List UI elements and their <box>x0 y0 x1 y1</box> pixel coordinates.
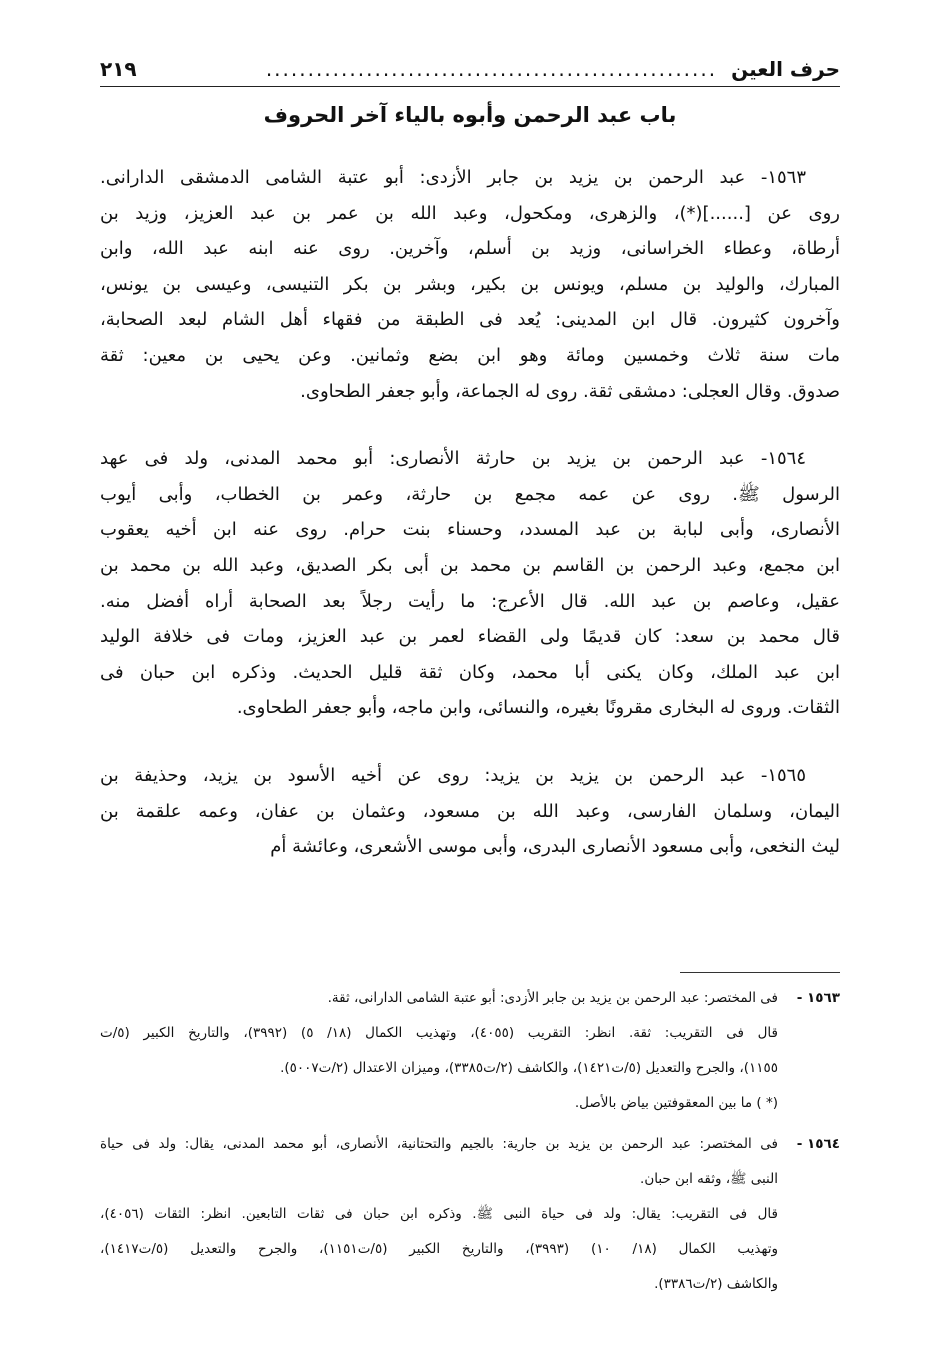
running-header <box>100 52 840 87</box>
section-title: باب عبد الرحمن وأبوه بالياء آخر الحروف <box>263 103 677 127</box>
footnote-line: قال فى التقريب: يقال: ولد فى حياة النبى ﷺ. وذكره ابن حبان فى ثقات التابعين. انظر: الثقات (٤٠٥٦)، <box>100 1206 778 1222</box>
entry-1565 <box>100 758 840 865</box>
entry-1564 <box>100 441 840 726</box>
text-line: الثقات. وروى له البخارى مقرونًا بغيره، والنسائى، وابن ماجه، وأبو جعفر الطحاوى. <box>236 697 840 719</box>
entry-1563 <box>100 160 840 409</box>
footnote-line: النبى ﷺ، وثقه ابن حبان. <box>640 1171 778 1187</box>
text-line: قال محمد بن سعد: كان قديمًا ولى القضاء لعمر بن عبد العزيز، ومات فى خلافة الوليد <box>100 626 840 648</box>
leader-dots: ...................................................... <box>265 57 718 81</box>
footnote-line: فى المختصر: عبد الرحمن بن يزيد بن جارية: بالجيم والتحتانية، الأنصارى، أبو محمد المدنى، يقال: ولد فى حياة <box>100 1136 778 1152</box>
text-line: وآخرون كثيرون. قال ابن المدينى: يُعد فى الطبقة من فقهاء أهل الشام لبعد الصحابة، <box>100 309 840 331</box>
text-line: صدوق. وقال العجلى: دمشقى ثقة. روى له الجماعة، وأبو جعفر الطحاوى. <box>300 380 840 402</box>
footnote-line: (* ) ما بين المعقوفتين بياض بالأصل. <box>574 1095 778 1111</box>
text-line: المبارك، والوليد بن مسلم، ويونس بن بكير، وبشر بن بكر التنيسى، وعيسى بن يونس، <box>100 273 840 295</box>
text-line: اليمان، وسلمان الفارسى، وعبد الله بن مسعود، وعثمان بن عفان، وعمه علقمة بن <box>100 800 840 822</box>
footnote-line: والكاشف (٢/ت٣٣٨٦). <box>654 1276 778 1292</box>
page-number: ٢١٩ <box>100 57 137 81</box>
footnote-line: ١١٥٥)، والجرح والتعديل (٥/ت١٤٢١)، والكاشف (٢/ت٣٣٨٥)، وميزان الاعتدال (٢/ت٥٠٠٧). <box>280 1060 778 1076</box>
text-line: ابن مجمع، وعبد الرحمن بن القاسم بن محمد بن أبى بكر الصديق، وعبد الله بن محمد بن <box>100 554 840 576</box>
text-line: الأنصارى، وأبى لبابة بن عبد المسدد، وحسناء بنت حرام. روى عنه ابن أخيه يعقوب <box>100 519 840 541</box>
footnote-number: ١٥٦٣ - <box>796 990 840 1006</box>
text-line: أرطاة، وعطاء الخراسانى، وزيد بن أسلم، وآخرين. روى عنه ابنه عبد الله، وابن <box>100 238 840 260</box>
text-line: ١٥٦٣- عبد الرحمن بن يزيد بن جابر الأزدى: أبو عتبة الشامى الدمشقى الدارانى. <box>100 167 806 188</box>
footnote-1564 <box>100 1127 840 1302</box>
chapter-title: حرف العين <box>731 57 840 81</box>
footnote-divider <box>680 972 840 973</box>
text-line: مات سنة ثلاث وخمسين ومائة وهو ابن بضع وثمانين. وعن يحيى بن معين: ثقة <box>100 344 840 366</box>
footnote-line: فى المختصر: عبد الرحمن بن يزيد بن جابر الأزدى: أبو عتبة الشامى الدارانى، ثقة. <box>327 990 778 1006</box>
footnote-number: ١٥٦٤ - <box>796 1136 840 1152</box>
text-line: ١٥٦٥- عبد الرحمن بن يزيد بن يزيد: روى عن أخيه الأسود بن يزيد، وحذيفة بن <box>100 764 806 786</box>
main-text <box>100 160 840 897</box>
footnote-line: وتهذيب الكمال (١٨/ ١٠) (٣٩٩٣)، والتاريخ الكبير (٥/ت١١٥١)، والجرح والتعديل (٥/ت١٤١٧)، <box>100 1241 779 1257</box>
footnote-1563 <box>100 981 840 1121</box>
footnote-body <box>100 981 778 1121</box>
text-line: عقيل، وعاصم بن عبد الله. قال الأعرج: ما رأيت رجلاً بعد الصحابة أراه أفضل منه. <box>100 590 840 612</box>
footnote-body <box>100 1127 778 1302</box>
text-line: ليث النخعى، وأبى مسعود الأنصارى البدرى، وأبى موسى الأشعرى، وعائشة أم <box>270 836 840 858</box>
text-line: روى عن [......](*)، والزهرى، ومكحول، وعبد الله بن عمر بن عبد العزيز، وزيد بن <box>100 202 840 224</box>
text-line: ابن عبد الملك، وكان يكنى أبا محمد، وكان ثقة قليل الحديث. وذكره ابن حبان فى <box>100 661 840 683</box>
footnotes <box>100 981 840 1308</box>
text-line: ١٥٦٤- عبد الرحمن بن يزيد بن حارثة الأنصارى: أبو محمد المدنى، ولد فى عهد <box>100 448 806 470</box>
text-line: الرسول ﷺ. روى عن عمه مجمع بن حارثة، وعمر بن الخطاب، وأبى أيوب <box>100 483 840 505</box>
footnote-line: قال فى التقريب: ثقة. انظر: التقريب (٤٠٥٥)، وتهذيب الكمال (١٨/ ٥) (٣٩٩٢)، والتاريخ الكبير (٥/ت <box>100 1025 779 1041</box>
